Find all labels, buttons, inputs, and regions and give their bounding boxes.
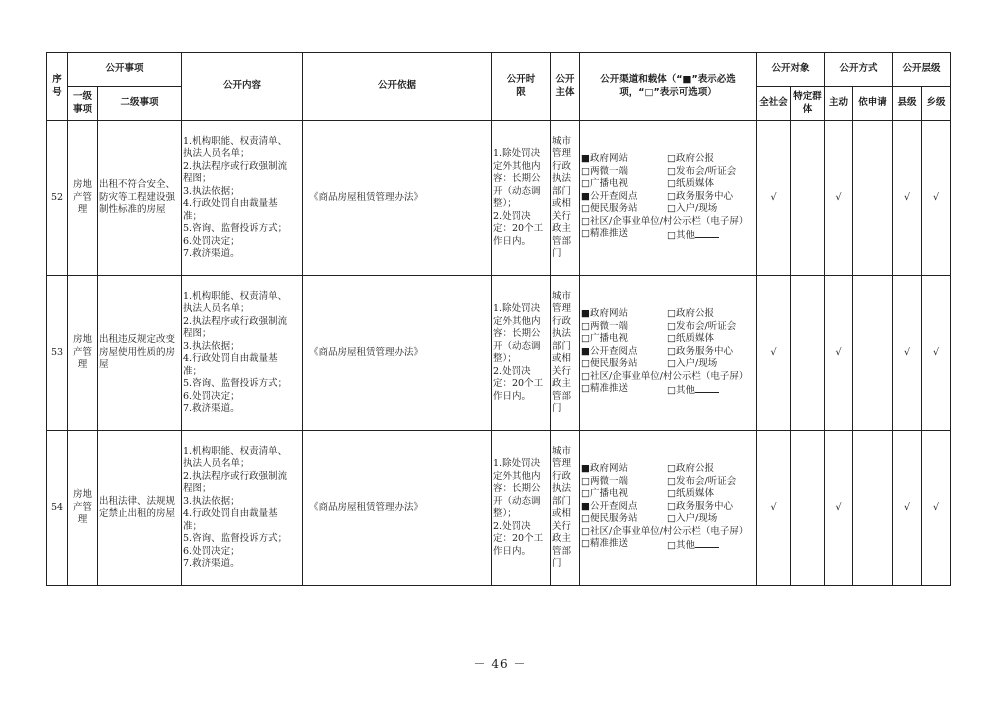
header-row-1 xyxy=(47,53,951,87)
row-channels: ■政府网站 □政府公报 □两微一端 □发布会/听证会 □广播电视 □纸质媒体 ■公开查阅点 □政务服务中心 □便民服务站 □入户/现场 □社区/企事业单位/村公示栏（电子屏） □精准推送 □其他 xyxy=(580,276,757,431)
row-all-society: √ xyxy=(757,276,791,431)
row-active: √ xyxy=(825,276,853,431)
row-basis: 《商品房屋租赁管理办法》 xyxy=(303,276,492,431)
header-method-request: 依申请 xyxy=(853,87,893,121)
row-all-society: √ xyxy=(757,431,791,586)
row-county: √ xyxy=(893,431,922,586)
header-target-specific: 特定群体 xyxy=(791,87,825,121)
table-row xyxy=(47,276,951,431)
row-on-request xyxy=(853,121,893,276)
header-level: 公开层级 xyxy=(893,53,951,87)
row-county: √ xyxy=(893,121,922,276)
header-content: 公开内容 xyxy=(182,53,303,121)
row-active: √ xyxy=(825,431,853,586)
header-method-active: 主动 xyxy=(825,87,853,121)
table-row xyxy=(47,121,951,276)
header-basis: 公开依据 xyxy=(303,53,492,121)
header-level2: 二级事项 xyxy=(98,87,182,121)
row-level2: 出租违反规定改变房屋使用性质的房屋 xyxy=(98,276,182,431)
row-seq: 53 xyxy=(47,276,68,431)
page-number: － 46 － xyxy=(473,657,527,671)
row-specific xyxy=(791,121,825,276)
row-seq: 54 xyxy=(47,431,68,586)
row-level2: 出租不符合安全、防灾等工程建设强制性标准的房屋 xyxy=(98,121,182,276)
header-matter: 公开事项 xyxy=(68,53,182,87)
header-seq: 序号 xyxy=(47,53,68,121)
row-content: 1.机构职能、权责清单、 执法人员名单； 2.执法程序或行政强制流 程图； 3.执法依据； 4.行政处罚自由裁量基 准； 5.咨询、监督投诉方式； 6.处罚决定； 7.救济渠道。 xyxy=(182,121,303,276)
row-town: √ xyxy=(922,431,951,586)
header-level1: 一级事项 xyxy=(68,87,98,121)
row-active: √ xyxy=(825,121,853,276)
disclosure-table xyxy=(46,52,951,586)
header-channel: 公开渠道和载体（“■”表示必选项，“□”表示可选项） xyxy=(580,53,757,121)
header-level-town: 乡级 xyxy=(922,87,951,121)
header-method: 公开方式 xyxy=(825,53,893,87)
row-subject: 城市 管理 行政 执法 部门 或相 关行 政主 管部 门 xyxy=(551,276,580,431)
header-level-county: 县级 xyxy=(893,87,922,121)
row-town: √ xyxy=(922,276,951,431)
row-all-society: √ xyxy=(757,121,791,276)
header-target: 公开对象 xyxy=(757,53,825,87)
row-level1: 房地产管理 xyxy=(68,431,98,586)
row-level1: 房地产管理 xyxy=(68,276,98,431)
row-subject: 城市 管理 行政 执法 部门 或相 关行 政主 管部 门 xyxy=(551,121,580,276)
row-town: √ xyxy=(922,121,951,276)
row-on-request xyxy=(853,431,893,586)
row-basis: 《商品房屋租赁管理办法》 xyxy=(303,431,492,586)
row-on-request xyxy=(853,276,893,431)
table-row xyxy=(47,431,951,586)
row-level2: 出租法律、法规规定禁止出租的房屋 xyxy=(98,431,182,586)
row-basis: 《商品房屋租赁管理办法》 xyxy=(303,121,492,276)
header-target-all: 全社会 xyxy=(757,87,791,121)
row-channels: ■政府网站 □政府公报 □两微一端 □发布会/听证会 □广播电视 □纸质媒体 ■公开查阅点 □政务服务中心 □便民服务站 □入户/现场 □社区/企事业单位/村公示栏（电子屏） □精准推送 □其他 xyxy=(580,431,757,586)
header-subject: 公开主体 xyxy=(551,53,580,121)
row-time-limit: 1.除处罚决 定外其他内 容：长期公 开（动态调 整）； 2.处罚决 定：20个工 作日内。 xyxy=(492,121,551,276)
row-county: √ xyxy=(893,276,922,431)
header-time-limit: 公开时限 xyxy=(492,53,551,121)
row-specific xyxy=(791,431,825,586)
row-content: 1.机构职能、权责清单、 执法人员名单； 2.执法程序或行政强制流 程图； 3.执法依据； 4.行政处罚自由裁量基 准； 5.咨询、监督投诉方式； 6.处罚决定； 7.救济渠道。 xyxy=(182,276,303,431)
row-channels: ■政府网站 □政府公报 □两微一端 □发布会/听证会 □广播电视 □纸质媒体 ■公开查阅点 □政务服务中心 □便民服务站 □入户/现场 □社区/企事业单位/村公示栏（电子屏） □精准推送 □其他 xyxy=(580,121,757,276)
row-seq: 52 xyxy=(47,121,68,276)
row-specific xyxy=(791,276,825,431)
row-content: 1.机构职能、权责清单、 执法人员名单； 2.执法程序或行政强制流 程图； 3.执法依据； 4.行政处罚自由裁量基 准； 5.咨询、监督投诉方式； 6.处罚决定； 7.救济渠道。 xyxy=(182,431,303,586)
row-level1: 房地产管理 xyxy=(68,121,98,276)
row-time-limit: 1.除处罚决 定外其他内 容：长期公 开（动态调 整）； 2.处罚决 定：20个工 作日内。 xyxy=(492,276,551,431)
row-time-limit: 1.除处罚决 定外其他内 容：长期公 开（动态调 整）； 2.处罚决 定：20个工 作日内。 xyxy=(492,431,551,586)
row-subject: 城市 管理 行政 执法 部门 或相 关行 政主 管部 门 xyxy=(551,431,580,586)
